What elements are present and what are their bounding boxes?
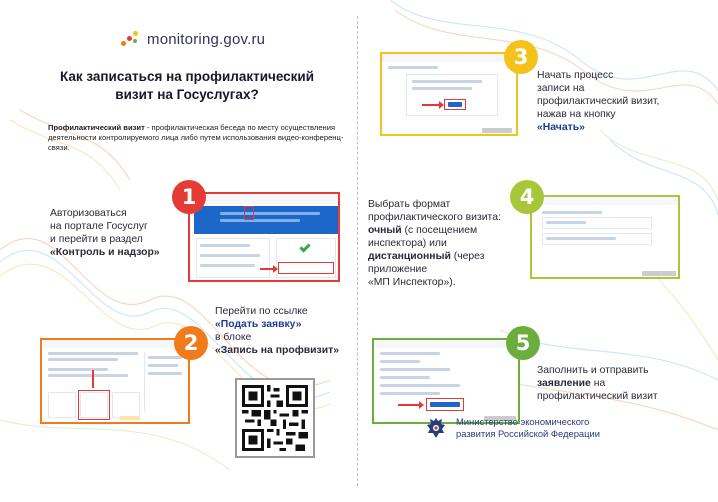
start-button-label: «Начать» [537,122,585,133]
step-1-line: и перейти в раздел [50,234,143,245]
step-4-line: Выбрать формат [368,199,451,210]
logo-dots-icon [121,30,139,48]
step-4-screenshot [530,195,680,279]
step-2-text [215,305,365,357]
step-2-block-name: «Запись на профвизит» [215,345,339,356]
page-title: Как записаться на профилактический визит на Госуслугах? [59,69,315,102]
step-5-line: Заполнить и отправить [537,365,649,376]
step-5-screenshot [372,338,520,424]
submit-request-link[interactable]: «Подать заявку» [215,319,302,330]
ministry-logo [424,415,600,441]
step-1-text [50,207,190,259]
step-3-line: Начать процесс [537,70,614,81]
step-1-screenshot [188,192,340,282]
intro-paragraph [48,123,348,153]
step-2-line: в блоке [215,332,252,343]
step-4-line: профилактического визита: [368,212,501,223]
step-4-text [368,198,528,289]
step-3-text [537,69,707,134]
step-4-line: (через [450,251,485,262]
logo-text: monitoring.gov.ru [147,30,266,48]
step-3-badge: 3 [504,40,538,74]
step-4-badge: 4 [510,180,544,214]
intro-definition: - профилактическая беседа по месту осуществления деятельности контролируемого лица либо путем использования видео-конференц-связи. [48,123,344,152]
step-2-screenshot [40,338,190,424]
step-3-line: профилактический визит, [537,96,660,107]
step-4-line: приложение [368,264,428,275]
qr-code[interactable] [235,378,315,458]
step-1-section-name: «Контроль и надзор» [50,247,160,258]
intro-term: Профилактический визит [48,123,145,132]
option-in-person: очный [368,225,402,236]
ministry-name-line: развития Российской Федерации [456,428,600,439]
site-logo[interactable] [121,30,265,48]
step-4-line: «МП Инспектор»). [368,277,456,288]
step-1-line: на портале Госуслуг [50,221,148,232]
step-2-line: Перейти по ссылке [215,306,308,317]
ministry-name-line: Министерство экономического [456,416,590,427]
step-1-badge: 1 [172,180,206,214]
step-4-line: (с посещением [401,225,478,236]
step-5-line: на [590,378,606,389]
step-3-screenshot [380,52,518,136]
step-4-line: инспектора) или [368,238,447,249]
step-1-line: Авторизоваться [50,208,127,219]
qr-code-icon [242,385,308,451]
step-5-text [537,364,712,403]
step-5-badge: 5 [506,326,540,360]
step-2-badge: 2 [174,326,208,360]
column-divider [357,16,358,486]
step-3-line: записи на [537,83,585,94]
step-5-line: профилактический визит [537,391,658,402]
state-emblem-icon [424,415,448,441]
application-label: заявление [537,378,591,389]
option-remote: дистанционный [368,251,451,262]
step-3-line: нажав на кнопку [537,109,616,120]
